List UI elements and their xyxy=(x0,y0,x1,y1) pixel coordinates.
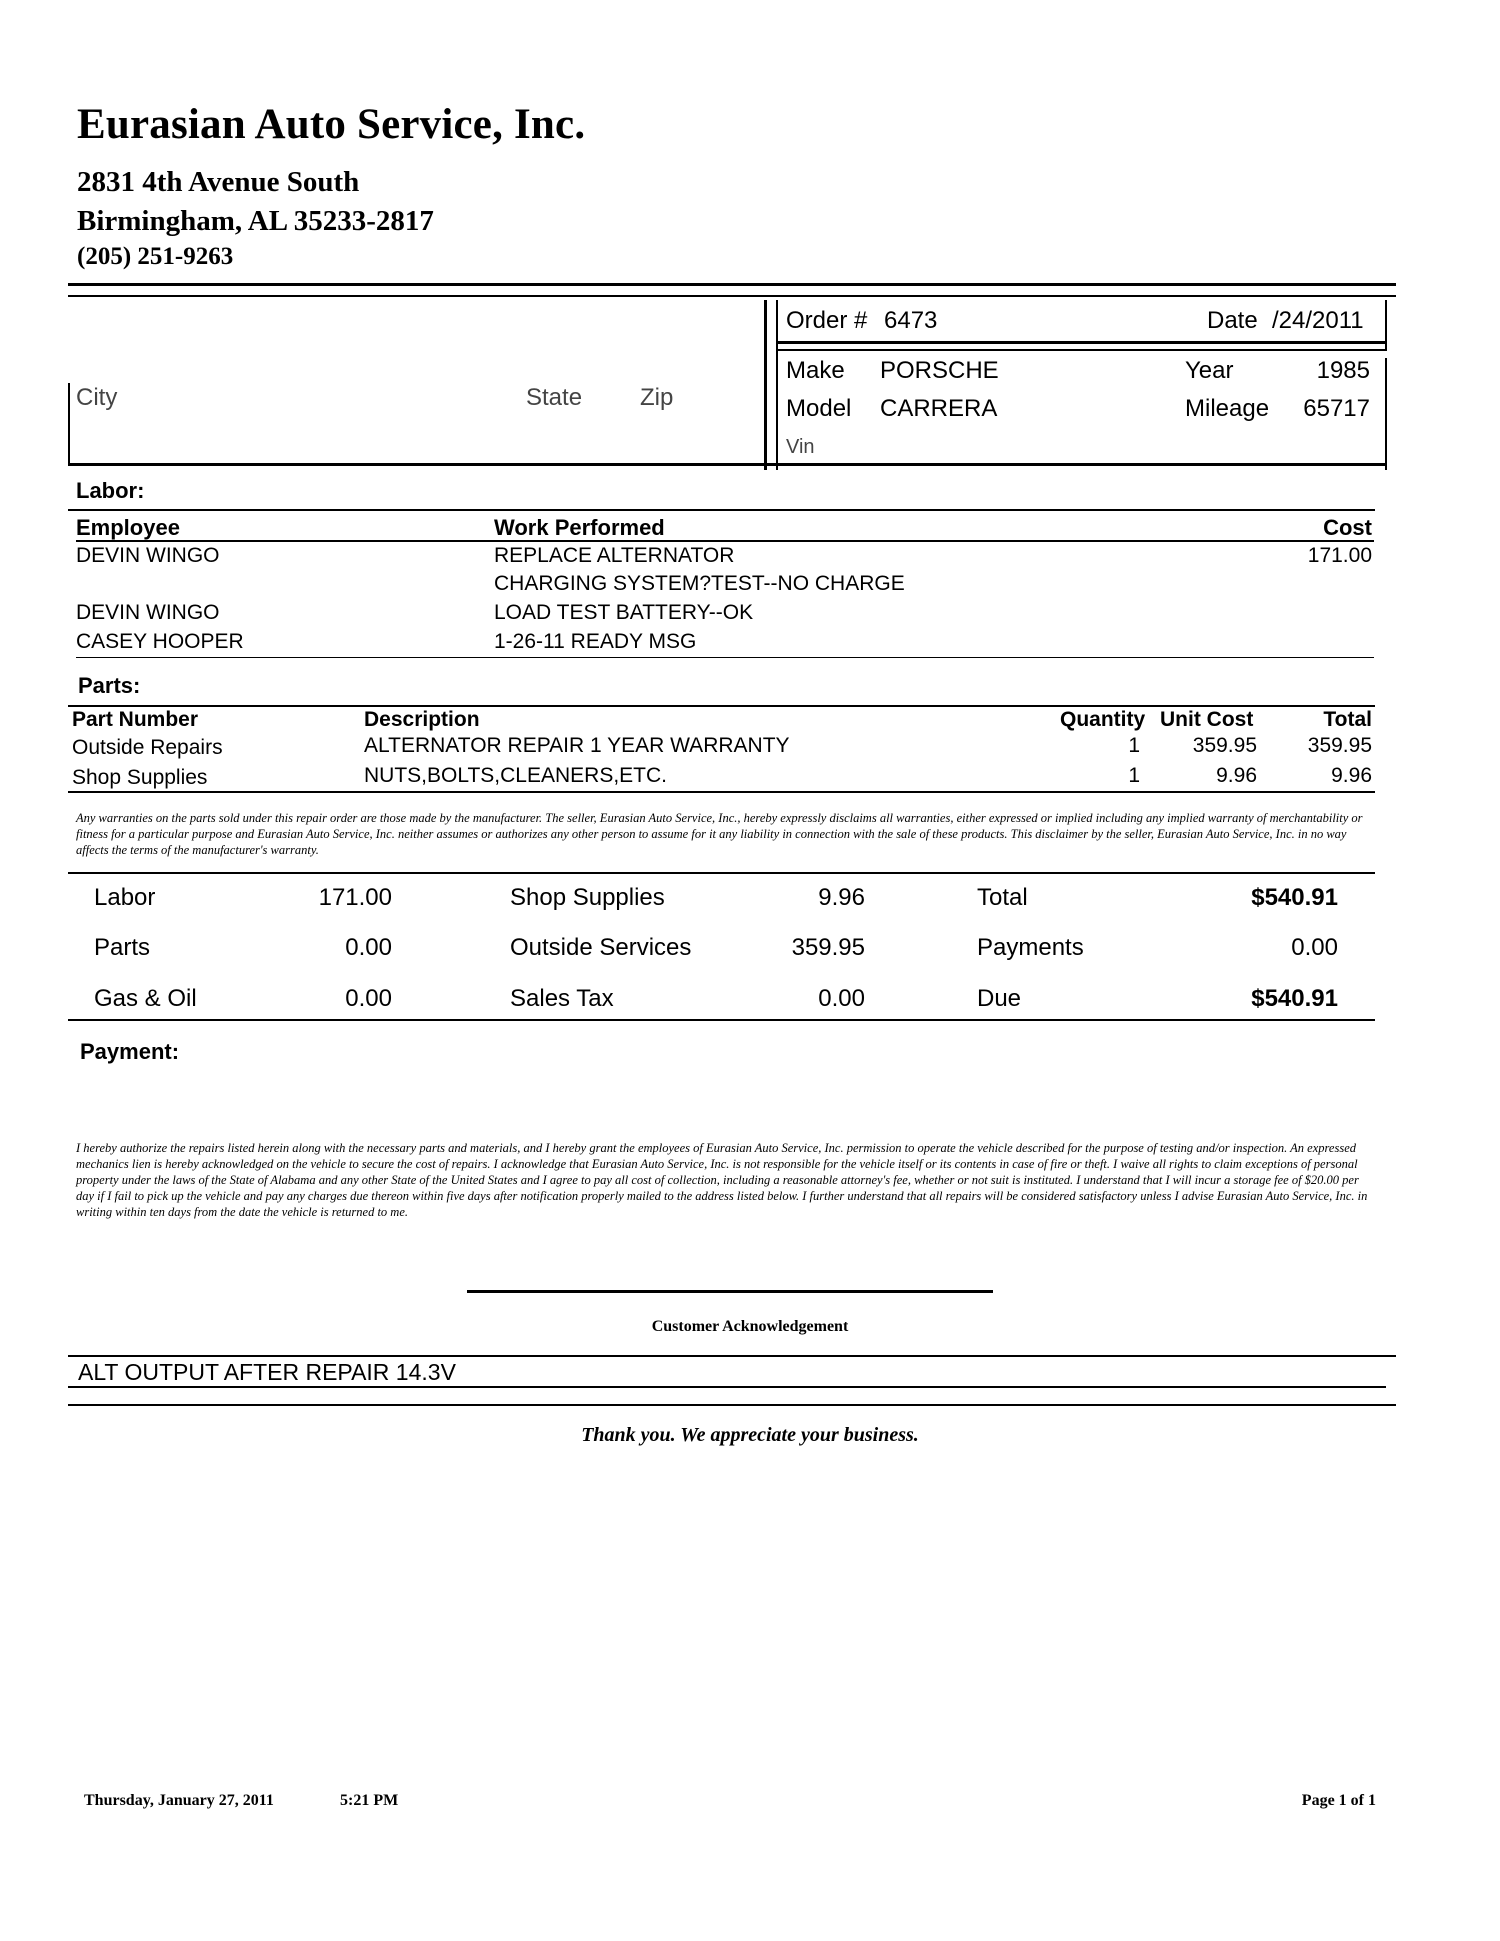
footer-page: Page 1 of 1 xyxy=(1301,1792,1376,1809)
parts-row-description: ALTERNATOR REPAIR 1 YEAR WARRANTY xyxy=(364,734,790,757)
labor-col-employee: Employee xyxy=(76,515,180,540)
labor-row-cost: 171.00 xyxy=(1307,544,1372,567)
signature-line xyxy=(467,1290,993,1293)
labor-row-work: 1-26-11 READY MSG xyxy=(494,630,697,653)
parts-rule xyxy=(68,705,1375,707)
year-value: 1985 xyxy=(1316,357,1370,384)
make-label: Make xyxy=(786,357,845,384)
summary-parts-value: 0.00 xyxy=(345,934,392,961)
summary-payments-value: 0.00 xyxy=(1291,934,1338,961)
footer-date: Thursday, January 27, 2011 xyxy=(84,1792,274,1809)
parts-col-total: Total xyxy=(1323,708,1372,731)
parts-row-total: 9.96 xyxy=(1331,764,1372,787)
year-label: Year xyxy=(1185,357,1234,384)
thank-you-message: Thank you. We appreciate your business. xyxy=(581,1424,919,1446)
summary-total-value: $540.91 xyxy=(1251,884,1338,911)
labor-row-work: REPLACE ALTERNATOR xyxy=(494,544,735,567)
parts-col-unit-cost: Unit Cost xyxy=(1160,708,1254,731)
parts-row-total: 359.95 xyxy=(1307,734,1372,757)
parts-row-qty: 1 xyxy=(1128,764,1140,787)
parts-row-unit: 9.96 xyxy=(1216,764,1257,787)
labor-row-employee: DEVIN WINGO xyxy=(76,601,220,624)
date-value: /24/2011 xyxy=(1272,307,1364,334)
state-label: State xyxy=(526,384,583,411)
labor-col-cost: Cost xyxy=(1323,515,1372,540)
summary-due-label: Due xyxy=(977,985,1022,1012)
customer-acknowledgement-label: Customer Acknowledgement xyxy=(651,1318,849,1335)
labor-title: Labor: xyxy=(76,478,145,503)
parts-row-part: Outside Repairs xyxy=(72,736,223,759)
vehicle-box-left xyxy=(776,300,778,470)
labor-row-work: LOAD TEST BATTERY--OK xyxy=(494,601,754,624)
order-rule xyxy=(776,341,1387,344)
labor-col-work: Work Performed xyxy=(494,515,665,540)
customer-box-left xyxy=(68,383,70,463)
labor-row-work: CHARGING SYSTEM?TEST--NO CHARGE xyxy=(494,572,905,595)
header-rule xyxy=(68,283,1396,286)
summary-total-label: Total xyxy=(977,884,1028,911)
payment-title: Payment: xyxy=(80,1039,180,1064)
summary-tax-label: Sales Tax xyxy=(510,985,614,1012)
city-label: City xyxy=(76,384,118,411)
date-label: Date xyxy=(1207,307,1258,334)
summary-gas-label: Gas & Oil xyxy=(94,985,197,1012)
customer-box-bottom xyxy=(68,463,1387,466)
make-value: PORSCHE xyxy=(880,357,999,384)
parts-row-part: Shop Supplies xyxy=(72,766,208,789)
company-name: Eurasian Auto Service, Inc. xyxy=(77,101,586,148)
summary-outside-label: Outside Services xyxy=(510,934,692,961)
summary-bottom-rule xyxy=(68,1019,1375,1021)
mileage-label: Mileage xyxy=(1185,395,1270,422)
mileage-value: 65717 xyxy=(1303,395,1370,422)
vehicle-box-divider xyxy=(764,300,767,470)
company-city-line: Birmingham, AL 35233-2817 xyxy=(77,205,434,237)
order-label: Order # xyxy=(786,307,868,334)
summary-outside-value: 359.95 xyxy=(791,934,865,961)
notes-top-rule xyxy=(68,1355,1396,1357)
summary-payments-label: Payments xyxy=(977,934,1084,961)
notes-bottom-rule xyxy=(68,1404,1396,1406)
company-street: 2831 4th Avenue South xyxy=(77,166,360,198)
notes-text: ALT OUTPUT AFTER REPAIR 14.3V xyxy=(78,1359,456,1385)
parts-row-unit: 359.95 xyxy=(1192,734,1257,757)
summary-due-value: $540.91 xyxy=(1251,985,1338,1012)
vin-label: Vin xyxy=(786,436,815,458)
parts-title: Parts: xyxy=(78,673,141,698)
parts-col-part: Part Number xyxy=(72,708,199,731)
order-rule-2 xyxy=(776,349,1387,351)
summary-shop-value: 9.96 xyxy=(818,884,865,911)
header-rule-2 xyxy=(68,295,1396,297)
labor-row-employee: CASEY HOOPER xyxy=(76,630,244,653)
summary-parts-label: Parts xyxy=(94,934,151,961)
summary-tax-value: 0.00 xyxy=(818,985,865,1012)
parts-col-description: Description xyxy=(364,708,480,731)
labor-bottom-rule xyxy=(76,657,1374,658)
labor-header-rule xyxy=(76,540,1374,542)
labor-rule xyxy=(68,509,1375,511)
labor-row-employee: DEVIN WINGO xyxy=(76,544,220,567)
order-number: 6473 xyxy=(884,307,938,334)
parts-row-qty: 1 xyxy=(1128,734,1140,757)
notes-rule xyxy=(68,1386,1386,1388)
parts-col-quantity: Quantity xyxy=(1060,708,1146,731)
model-label: Model xyxy=(786,395,852,422)
footer-time: 5:21 PM xyxy=(340,1792,399,1809)
vehicle-box-right xyxy=(1385,358,1387,470)
summary-top-rule xyxy=(68,872,1375,874)
company-phone: (205) 251-9263 xyxy=(77,243,234,270)
parts-row-description: NUTS,BOLTS,CLEANERS,ETC. xyxy=(364,764,668,787)
authorization-text: I hereby authorize the repairs listed herein along with the necessary parts and materials, and I hereby grant the employees of Eurasian Auto Service, Inc. permission to operate the vehicle described for the purpose of testing and/or inspection. An expressed mechanics lien is hereby acknowledged on the vehicle to secure the cost of repairs. I acknowledge that Eurasian Auto Service, Inc. is not responsible for the vehicle itself or its contents in case of fire or theft. I waive all rights to claim exceptions of personal property under the laws of the State of Alabama and any other State of the United States and I agree to pay all cost of collection, including a reasonable attorney's fee, whether or not suit is instituted. I understand that I will incur a storage fee of $20.00 per day if I fail to pick up the vehicle and pay any charges due thereon within five days after notification properly mailed to the address listed below. I further understand that all repairs will be considered satisfactory unless I advise Eurasian Auto Service, Inc. in writing within ten days from the date the vehicle is returned to me. xyxy=(76,1141,1368,1219)
summary-gas-value: 0.00 xyxy=(345,985,392,1012)
summary-labor-value: 171.00 xyxy=(318,884,392,911)
parts-bottom-rule xyxy=(68,791,1375,793)
model-value: CARRERA xyxy=(880,395,998,422)
summary-shop-label: Shop Supplies xyxy=(510,884,665,911)
summary-labor-label: Labor xyxy=(94,884,156,911)
zip-label: Zip xyxy=(640,384,674,411)
warranty-disclaimer: Any warranties on the parts sold under this repair order are those made by the manufacturer. The seller, Eurasian Auto Service, Inc., hereby expressly disclaims all warranties, either expressed or implied including any implied warranty of merchantability or fitness for a particular purpose and Eurasian Auto Service, Inc. neither assumes or authorizes any other person to assume for it any liability in connection with the sale of these products. This disclaimer by the seller, Eurasian Auto Service, Inc. in no way affects the terms of the manufacturer's warranty. xyxy=(76,811,1363,857)
